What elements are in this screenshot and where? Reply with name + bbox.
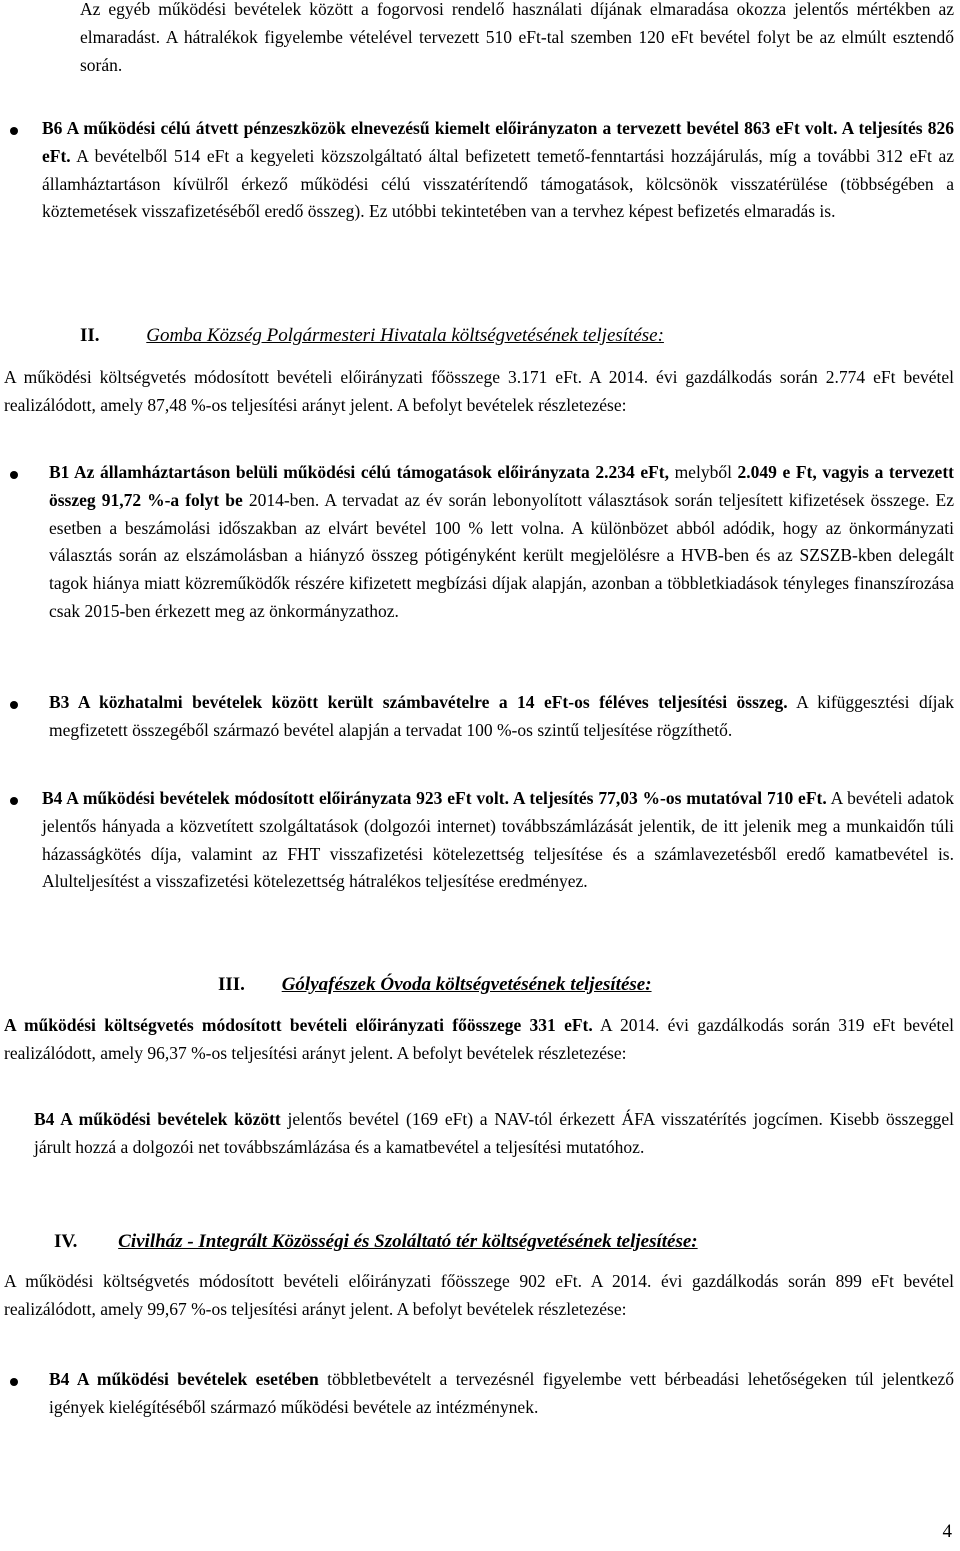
b4-bold: B4 A működési bevételek módosított előirányzata 923 eFt volt. A teljesítés 77,03 %-os mutatóval 710 eFt. <box>42 788 827 808</box>
section-number: III. <box>218 974 245 995</box>
b1-text <box>49 459 954 626</box>
page-number: 4 <box>942 1521 952 1542</box>
s3-rest: A 2014. évi gazdálkodás során 319 eFt bevétel realizálódott, amely 96,37 %-os teljesítési arányt jelent. A befolyt bevételek részletezése: <box>4 1015 954 1063</box>
bullet-icon <box>10 127 18 135</box>
section-number: II. <box>80 325 100 346</box>
paragraph-text: Az egyéb működési bevételek között a fogorvosi rendelő használati díjának elmaradása okozza jelentős mértékben az elmaradást. A hátralékok figyelembe vételével tervezett 510 eFt-tal szemben 120 eFt bevétel folyt be az elmúlt esztendő során. <box>80 0 954 75</box>
s3b4-rest: jelentős bevétel (169 eFt) a NAV-tól érkezett ÁFA visszatérítés jogcímen. Kisebb összeggel járult hozzá a dolgozói net továbbszámlázása és a kamatbevétel a teljesítési mutatóhoz. <box>34 1109 954 1157</box>
s4b4-rest: többletbevételt a tervezésnél figyelembe vett bérbeadási lehetőségeken túl jelentkező igények kielégítéséből származó működési bevétele az intézménynek. <box>49 1369 954 1417</box>
section-3-intro <box>4 1012 954 1068</box>
bullet-icon <box>10 797 18 805</box>
paragraph-text: A működési költségvetés módosított bevételi előirányzati főösszege 3.171 eFt. A 2014. évi gazdálkodás során 2.774 eFt bevétel realizálódott, amely 87,48 %-os teljesítési arányt jelent. A befolyt bevételek részletezése: <box>4 367 954 415</box>
b6-bold: B6 A működési célú átvett pénzeszközök elnevezésű kiemelt előirányzaton a tervezett bevétel 863 eFt volt. A teljesítés 826 eFt. <box>42 118 954 166</box>
section-2-intro <box>4 364 954 420</box>
s4b4-bold: B4 A működési bevételek esetében <box>49 1369 319 1389</box>
paragraph-text: A működési költségvetés módosított bevételi előirányzati főösszege 902 eFt. A 2014. évi gazdálkodás során 899 eFt bevétel realizálódott, amely 99,67 %-os teljesítési arányt jelent. A befolyt bevételek részletezése: <box>4 1271 954 1319</box>
section-3-text <box>4 1012 954 1068</box>
s4b4-text <box>49 1366 954 1422</box>
bullet-icon <box>10 471 18 479</box>
b1-bold-2: 2.049 e Ft, vagyis a tervezett összeg 91,72 %-a folyt be <box>49 462 954 510</box>
b6-rest: A bevételből 514 eFt a kegyeleti közszolgáltató által befizetett temető-fenntartási hozzájárulás, míg a további 312 eFt az államháztartáson kívülről érkező működési célú visszatérítendő támogatások, kölcsönök visszatérülése (többségében a köztemetések visszafizetéséből eredő összeg). Ez utóbbi tekintetében van a tervhez képest befizetés elmaradás is. <box>42 145 954 222</box>
b1-bold: B1 Az államháztartáson belüli működési célú támogatások előirányzata 2.234 eFt, <box>49 462 669 482</box>
section-number: IV. <box>54 1231 78 1252</box>
section-4-b4 <box>49 1366 954 1422</box>
b3-rest: A kifüggesztési díjak megfizetett összegéből származó bevétel alapján a tervadat 100 %-os szintű teljesítése rögzíthető. <box>49 692 954 740</box>
b3-text <box>49 689 954 745</box>
b4-text <box>42 785 954 896</box>
b4-rest: A bevételi adatok jelentős hányada a közvetített szolgáltatások (dolgozói internet) továbbszámlázását jelentik, de itt jelenik meg a munkaidőn túli házasságkötés díja, valamint az FHT visszafizetési kötelezettség teljesítése és a számlavezetésből eredő kamatbevétel is. Alulteljesítést a visszafizetési kötelezettség hátralékos teljesítése eredményez. <box>42 788 954 892</box>
section-4-intro <box>4 1268 954 1324</box>
b3-bold: B3 A közhatalmi bevételek között került számbavételre a 14 eFt-os féléves teljesítési összeg. <box>49 692 788 712</box>
intro-paragraph <box>80 0 954 79</box>
s3b4-text <box>34 1106 954 1162</box>
section-2-heading <box>80 322 960 350</box>
b1-mid: melyből <box>668 462 738 482</box>
section-title: Civilház - Integrált Közösségi és Szoláltató tér költségvetésének teljesítése: <box>118 1231 698 1252</box>
b3-item <box>49 689 954 745</box>
bullet-icon <box>10 701 18 709</box>
section-3-b4 <box>34 1106 954 1162</box>
b6-text <box>42 115 954 226</box>
bullet-icon <box>10 1378 18 1386</box>
s3b4-bold: B4 A működési bevételek között <box>34 1109 281 1129</box>
b4-item <box>42 785 954 896</box>
b6-item <box>42 115 954 226</box>
section-3-heading <box>218 971 958 999</box>
section-title: Gólyafészek Óvoda költségvetésének teljesítése: <box>281 974 652 995</box>
section-4-heading <box>54 1228 958 1256</box>
s3-bold: A működési költségvetés módosított bevételi előirányzati főösszege 331 eFt. <box>4 1015 593 1035</box>
b1-item <box>49 459 954 626</box>
section-title: Gomba Község Polgármesteri Hivatala költségvetésének teljesítése: <box>146 325 664 346</box>
b1-rest: 2014-ben. A tervadat az év során lebonyolított választások során teljesített kifizetések összege. Ez esetben a beszámolási időszakban az elvárt bevétel 100 % lett volna. A különbözet abból adódik, hogy az önkormányzati választás során az elszámolásban a hiányzó összeg pótigényként került megjelölésre a HVB-ben és az SZSZB-kben delegált tagok hiánya miatt közreműködők részére kifizetett megbízási díjak alapján, azonban a többletkiadások tényleges finanszírozása csak 2015-ben érkezett meg az önkormányzathoz. <box>49 489 954 621</box>
